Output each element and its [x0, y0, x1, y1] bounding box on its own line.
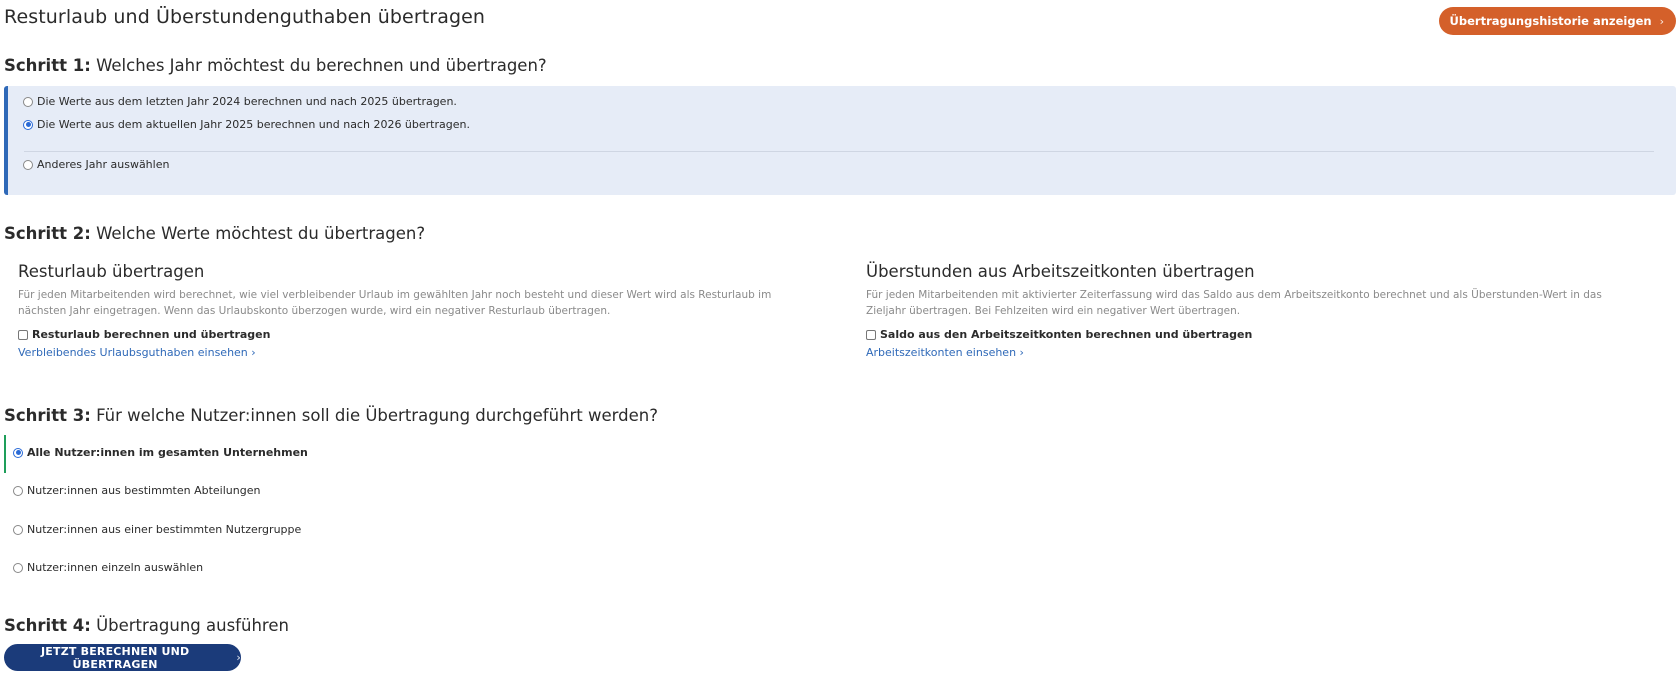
- vacation-checkbox-label: Resturlaub berechnen und übertragen: [32, 328, 271, 341]
- step1-label: Schritt 1:: [4, 56, 91, 75]
- step4-heading: [4, 616, 289, 635]
- divider: [24, 151, 1654, 152]
- radio-year-2025[interactable]: [23, 120, 33, 130]
- step2-label: Schritt 2:: [4, 224, 91, 243]
- step3-heading: [4, 406, 658, 425]
- chevron-right-icon: ›: [236, 651, 241, 664]
- year-option-label: Anderes Jahr auswählen: [37, 158, 170, 171]
- users-option-individual[interactable]: [13, 561, 203, 574]
- users-option-group[interactable]: [13, 523, 301, 536]
- step1-heading: [4, 56, 547, 75]
- overtime-checkbox-row[interactable]: [866, 328, 1626, 341]
- overtime-transfer-section: [866, 262, 1626, 360]
- users-option-departments[interactable]: [13, 484, 260, 497]
- radio-users-individual[interactable]: [13, 563, 23, 573]
- history-button-label: Übertragungshistorie anzeigen: [1449, 14, 1652, 28]
- year-selection-box: [4, 86, 1676, 195]
- overtime-title: Überstunden aus Arbeitszeitkonten übertragen: [866, 262, 1255, 281]
- year-option-label: Die Werte aus dem letzten Jahr 2024 berechnen und nach 2025 übertragen.: [37, 95, 457, 108]
- run-transfer-button[interactable]: [4, 644, 241, 671]
- vacation-link-label: Verbleibendes Urlaubsguthaben einsehen: [18, 346, 248, 359]
- users-option-label: Nutzer:innen einzeln auswählen: [27, 561, 204, 574]
- year-option-other[interactable]: [23, 158, 169, 171]
- step2-question: Welche Werte möchtest du übertragen?: [96, 224, 426, 243]
- users-option-label: Alle Nutzer:innen im gesamten Unternehmen: [27, 446, 308, 459]
- step4-label: Schritt 4:: [4, 616, 91, 635]
- users-option-label: Nutzer:innen aus bestimmten Abteilungen: [27, 484, 261, 497]
- chevron-right-icon: ›: [1659, 14, 1664, 28]
- vacation-description: Für jeden Mitarbeitenden wird berechnet, wie viel verbleibender Urlaub im gewählten Jahr noch besteht und dieser Wert wird als Resturlaub im nächsten Jahr eingetragen. Wenn das Urlaubskonto überzogen wurde, wird ein negativer Resturlaub übertragen.: [18, 289, 772, 317]
- overtime-link-label: Arbeitszeitkonten einsehen: [866, 346, 1017, 359]
- page-title: Resturlaub und Überstundenguthaben übertragen: [4, 6, 486, 28]
- step1-question: Welches Jahr möchtest du berechnen und übertragen?: [96, 56, 547, 75]
- vacation-balance-link[interactable]: [18, 346, 256, 359]
- radio-year-other[interactable]: [23, 160, 33, 170]
- step3-label: Schritt 3:: [4, 406, 91, 425]
- overtime-checkbox[interactable]: [866, 330, 876, 340]
- overtime-checkbox-label: Saldo aus den Arbeitszeitkonten berechnen und übertragen: [880, 328, 1253, 341]
- chevron-right-icon: ›: [1019, 346, 1024, 359]
- users-option-label: Nutzer:innen aus einer bestimmten Nutzergruppe: [27, 523, 302, 536]
- chevron-right-icon: ›: [251, 346, 256, 359]
- vacation-checkbox[interactable]: [18, 330, 28, 340]
- year-option-2025[interactable]: [23, 118, 470, 131]
- vacation-checkbox-row[interactable]: [18, 328, 778, 341]
- radio-users-group[interactable]: [13, 525, 23, 535]
- run-button-label: JETZT BERECHNEN UND ÜBERTRAGEN: [40, 644, 190, 671]
- year-option-label: Die Werte aus dem aktuellen Jahr 2025 berechnen und nach 2026 übertragen.: [37, 118, 470, 131]
- step2-heading: [4, 224, 425, 243]
- users-option-all[interactable]: [13, 446, 308, 459]
- vacation-transfer-section: [18, 262, 778, 360]
- radio-users-departments[interactable]: [13, 486, 23, 496]
- vacation-title: Resturlaub übertragen: [18, 262, 205, 281]
- time-accounts-link[interactable]: [866, 346, 1024, 359]
- step3-question: Für welche Nutzer:innen soll die Übertragung durchgeführt werden?: [96, 406, 659, 425]
- transfer-history-button[interactable]: [1439, 7, 1676, 35]
- radio-users-all[interactable]: [13, 448, 23, 458]
- step4-question: Übertragung ausführen: [96, 616, 289, 635]
- overtime-description: Für jeden Mitarbeitenden mit aktivierter Zeiterfassung wird das Saldo aus dem Arbeitszeitkonto berechnet und als Überstunden-Wert in das Zieljahr übertragen. Bei Fehlzeiten wird ein negativer Wert übertragen.: [866, 289, 1602, 317]
- radio-year-2024[interactable]: [23, 97, 33, 107]
- year-option-2024[interactable]: [23, 95, 457, 108]
